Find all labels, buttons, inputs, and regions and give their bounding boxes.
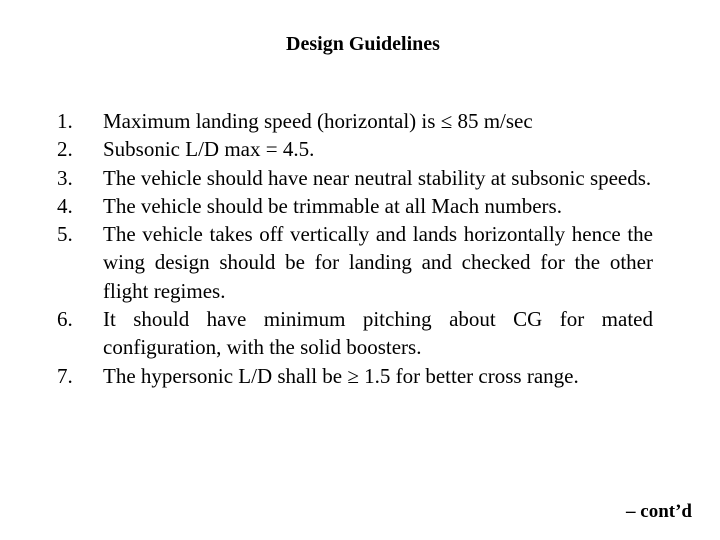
guideline-text: It should have minimum pitching about CG for mated configuration, with the solid boosters. [103,307,653,360]
guideline-text: The vehicle takes off vertically and lands horizontally hence the wing design should be for landing and checked for the other flight regimes. [103,222,653,303]
continued-label: – cont’d [626,501,692,522]
guideline-number: 7. [57,363,73,388]
guideline-number: 3. [57,165,73,190]
guideline-item-1 [57,107,653,135]
guideline-item-6 [57,305,653,362]
guideline-text: The hypersonic L/D shall be ≥ 1.5 for better cross range. [103,363,579,388]
guidelines-list [57,107,653,390]
guideline-text: Subsonic L/D max = 4.5. [103,137,315,162]
guideline-number: 6. [57,307,73,332]
guideline-number: 1. [57,109,73,133]
guideline-item-3 [57,164,653,192]
guideline-text: The vehicle should have near neutral stability at subsonic speeds. [103,165,652,190]
guideline-text: Maximum landing speed (horizontal) is ≤ 85 m/sec [103,109,533,133]
guideline-number: 4. [57,193,73,218]
guideline-number: 2. [57,137,73,162]
guideline-number: 5. [57,222,73,247]
guideline-text: The vehicle should be trimmable at all Mach numbers. [103,193,562,218]
guideline-item-2 [57,135,653,163]
guideline-item-5 [57,220,653,305]
guideline-item-7 [57,362,653,390]
slide-title: Design Guidelines [286,33,440,55]
guideline-item-4 [57,192,653,220]
